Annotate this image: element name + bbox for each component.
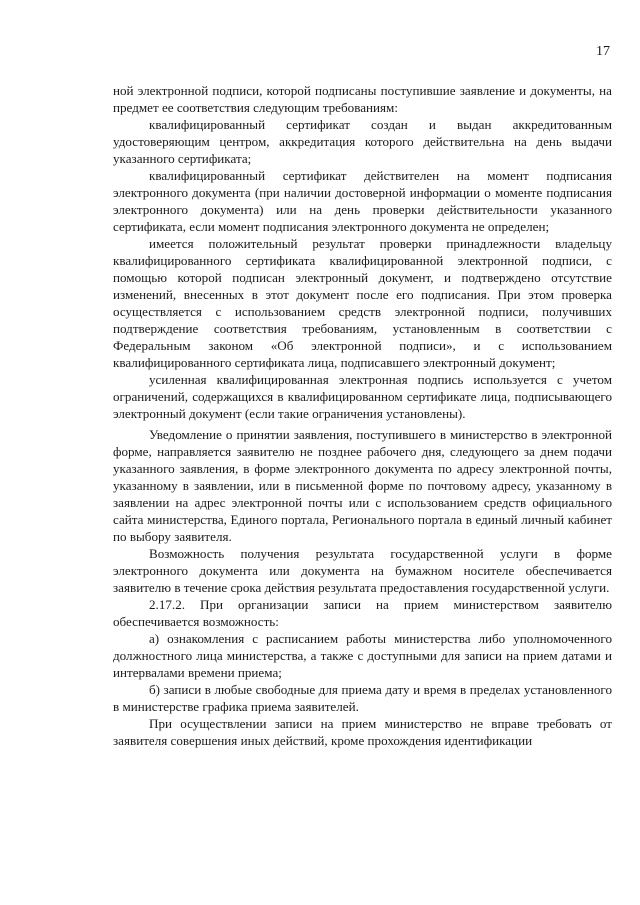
paragraph-certificate-valid: квалифицированный сертификат действителен на момент подписания электронного документа (при наличии достоверной информации о моменте подписания электронного документа) или на день проверки действительности указанного сертификата, если момент подписания электронного документа не определен;: [113, 168, 612, 234]
paragraph-ownership-check: имеется положительный результат проверки принадлежности владельцу квалифицированного сертификата квалифицированной электронной подписи, с помощью которой подписан электронный документ, и подтверждено отсутствие изменений, внесенных в этот документ после его подписания. При этом проверка осуществляется с использованием средств электронной подписи, получивших подтверждение соответствия требованиям, установленным в соответствии с Федеральным законом «Об электронной подписи», и с использованием квалифицированного сертификата лица, подписавшего электронный документ;: [113, 236, 612, 370]
page-number: 17: [596, 44, 610, 59]
paragraph-signature-restrictions: усиленная квалифицированная электронная подпись используется с учетом ограничений, содержащихся в квалифицированном сертификате лица, подписывающего электронный документ (если такие ограничения установлены).: [113, 372, 612, 421]
paragraph-item-a: а) ознакомления с расписанием работы министерства либо уполномоченного должностного лица министерства, а также с доступными для записи на прием датами и интервалами времени приема;: [113, 631, 612, 680]
paragraph-result-form: Возможность получения результата государственной услуги в форме электронного документа или документа на бумажном носителе обеспечивается заявителю в течение срока действия результата предоставления государственной услуги.: [113, 546, 612, 595]
paragraph-section-2-17-2: 2.17.2. При организации записи на прием министерством заявителю обеспечивается возможность:: [113, 597, 612, 629]
paragraph-appointment-restrictions: При осуществлении записи на прием министерство не вправе требовать от заявителя совершения иных действий, кроме прохождения идентификации: [113, 716, 612, 748]
paragraph-certificate-issued: квалифицированный сертификат создан и выдан аккредитованным удостоверяющим центром, аккредитация которого действительна на день выдачи указанного сертификата;: [113, 117, 612, 166]
body-text: [113, 82, 612, 749]
paragraph-notification: Уведомление о принятии заявления, поступившего в министерство в электронной форме, направляется заявителю не позднее рабочего дня, следующего за днем подачи указанного заявления, в форме электронного документа по адресу электронной почты, указанному в заявлении, или в письменной форме по почтовому адресу, указанному в заявлении на адрес электронной почты или с использованием средств официального сайта министерства, Единого портала, Регионального портала в единый личный кабинет по выбору заявителя.: [113, 427, 612, 544]
paragraph-signature-check: ной электронной подписи, которой подписаны поступившие заявление и документы, на предмет ее соответствия следующим требованиям:: [113, 83, 612, 115]
paragraph-item-b: б) записи в любые свободные для приема дату и время в пределах установленного в министерстве графика приема заявителей.: [113, 682, 612, 714]
